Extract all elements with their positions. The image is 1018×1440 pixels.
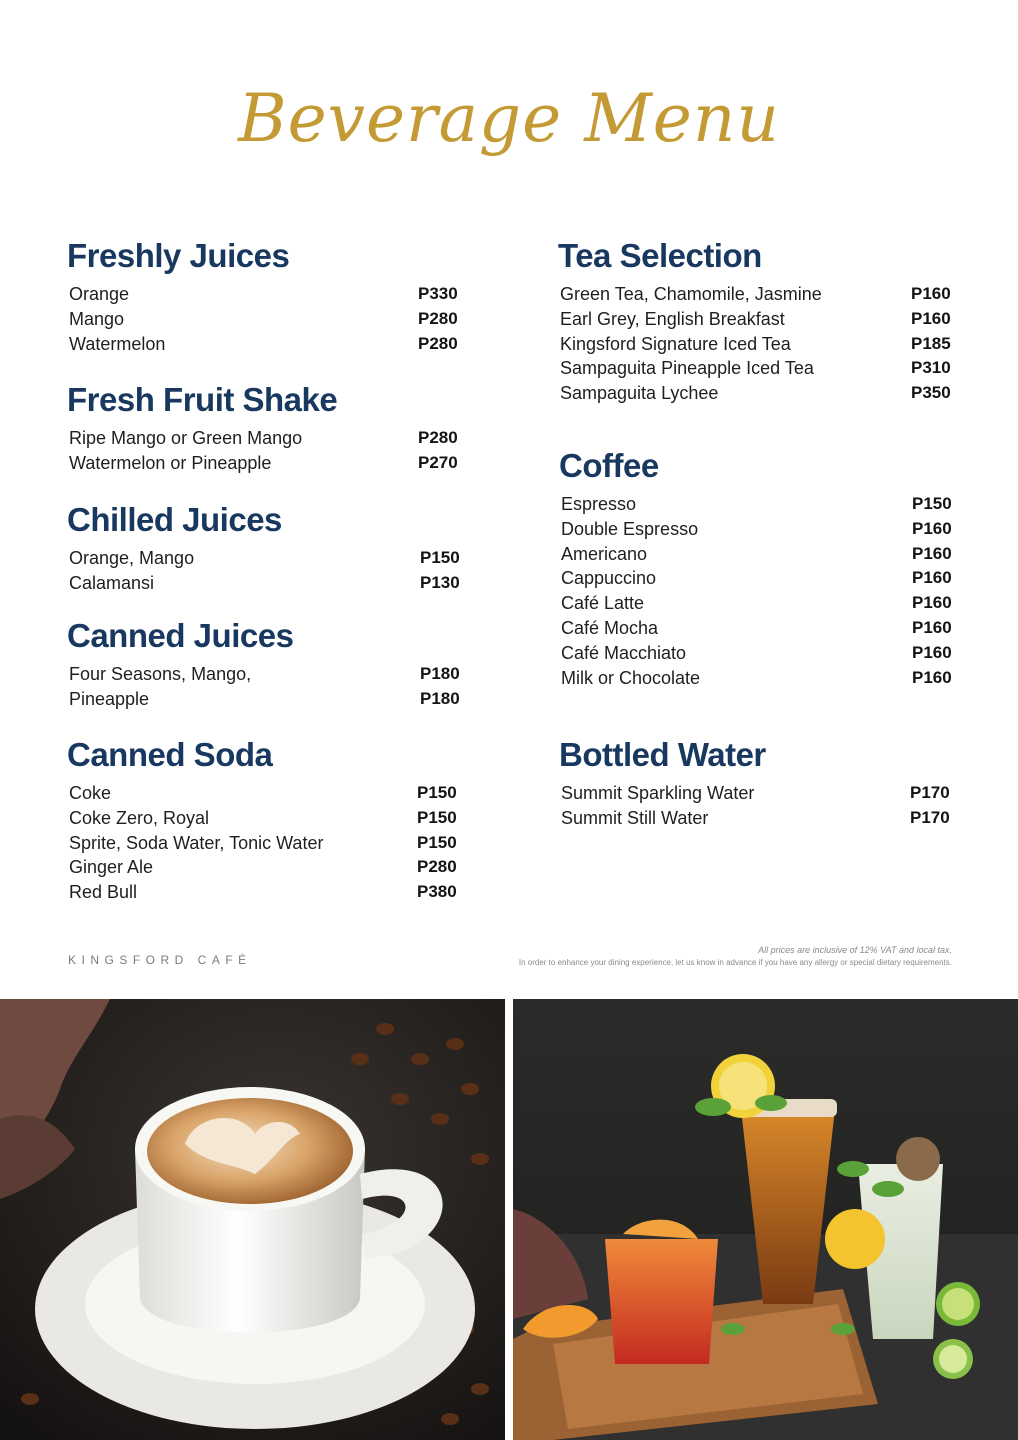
item-name: Coke Zero, Royal — [69, 807, 210, 828]
item-name: Green Tea, Chamomile, Jasmine — [560, 284, 822, 304]
item-price: P330 — [418, 284, 458, 303]
section-fresh-fruit-shake — [67, 380, 458, 476]
item-list — [559, 781, 950, 831]
item-price: P180 — [420, 664, 460, 683]
item-name: Watermelon or Pineapple — [69, 452, 272, 473]
section-bottled-water — [559, 735, 950, 831]
item-list — [558, 282, 951, 406]
item-name: Calamansi — [69, 572, 155, 593]
item-price: P160 — [912, 617, 952, 637]
section-title: Tea Selection — [558, 237, 762, 274]
menu-item — [558, 307, 951, 332]
item-price: P160 — [912, 543, 952, 563]
menu-item — [67, 781, 457, 806]
menu-item — [67, 451, 458, 476]
item-price: P380 — [417, 882, 457, 902]
menu-item — [67, 831, 457, 856]
menu-item — [67, 282, 458, 307]
section-canned-juices — [67, 616, 460, 712]
item-price: P160 — [911, 284, 951, 303]
item-price: P310 — [911, 358, 951, 378]
menu-item — [67, 806, 457, 831]
menu-item — [67, 662, 460, 687]
item-price: P160 — [911, 308, 951, 328]
item-price: P160 — [912, 642, 952, 662]
item-name: Café Mocha — [561, 617, 659, 638]
item-name: Sampaguita Pineapple Iced Tea — [560, 358, 814, 379]
menu-item — [559, 591, 952, 616]
menu-item — [558, 381, 951, 406]
item-name: Kingsford Signature Iced Tea — [560, 333, 791, 354]
item-name: Café Macchiato — [561, 642, 687, 663]
cappuccino-photo — [0, 999, 505, 1440]
item-price: P150 — [912, 494, 952, 513]
item-list — [67, 662, 460, 712]
item-name: Summit Still Water — [561, 807, 709, 828]
item-price: P130 — [420, 572, 460, 592]
section-title: Bottled Water — [559, 736, 766, 773]
menu-item — [67, 880, 457, 905]
item-name: Pineapple — [69, 688, 150, 709]
item-price: P150 — [417, 783, 457, 802]
item-price: P160 — [912, 667, 952, 687]
item-list — [67, 282, 458, 356]
menu-item — [558, 332, 951, 357]
item-price: P270 — [418, 452, 458, 472]
menu-item — [67, 332, 458, 357]
item-name: Orange, Mango — [69, 548, 195, 568]
section-title: Fresh Fruit Shake — [67, 381, 338, 418]
section-title: Coffee — [559, 447, 659, 484]
menu-item — [67, 571, 460, 596]
menu-item — [67, 855, 457, 880]
menu-item — [67, 426, 458, 451]
item-name: Mango — [69, 308, 125, 329]
menu-item — [559, 492, 952, 517]
vat-note: All prices are inclusive of 12% VAT and local tax. — [758, 945, 952, 955]
menu-item — [559, 641, 952, 666]
menu-item — [67, 546, 460, 571]
menu-item — [559, 781, 950, 806]
menu-item — [558, 282, 951, 307]
item-price: P280 — [417, 857, 457, 877]
item-price: P150 — [417, 807, 457, 827]
section-chilled-juices — [67, 500, 460, 596]
menu-item — [67, 307, 458, 332]
item-price: P160 — [912, 518, 952, 538]
item-name: Milk or Chocolate — [561, 667, 701, 688]
item-name: Cappuccino — [561, 568, 657, 589]
item-name: Watermelon — [69, 333, 166, 354]
item-price: P160 — [912, 568, 952, 588]
item-name: Coke — [69, 783, 112, 803]
menu-item — [558, 356, 951, 381]
item-name: Sprite, Soda Water, Tonic Water — [69, 832, 324, 853]
menu-item — [559, 542, 952, 567]
item-price: P350 — [911, 383, 951, 403]
item-name: Four Seasons, Mango, — [69, 664, 252, 684]
item-price: P170 — [910, 783, 950, 802]
item-name: Café Latte — [561, 593, 645, 614]
section-title: Canned Soda — [67, 736, 273, 773]
section-freshly-juices — [67, 236, 458, 356]
allergy-note: In order to enhance your dining experience, let us know in advance if you have any allergy or special dietary requirements. — [518, 958, 952, 967]
brand-name: KINGSFORD CAFÉ — [68, 953, 252, 967]
item-name: Orange — [69, 284, 130, 304]
item-list — [67, 426, 458, 476]
section-canned-soda — [67, 735, 457, 905]
menu-item — [559, 806, 950, 831]
item-list — [67, 781, 457, 905]
item-price: P280 — [418, 308, 458, 328]
item-price: P280 — [418, 428, 458, 447]
iced-drinks-photo — [513, 999, 1018, 1440]
item-name: Red Bull — [69, 882, 138, 903]
item-price: P280 — [418, 333, 458, 353]
menu-item — [559, 666, 952, 691]
item-name: Espresso — [561, 494, 637, 514]
item-name: Earl Grey, English Breakfast — [560, 308, 785, 329]
item-price: P150 — [420, 548, 460, 567]
section-coffee — [559, 446, 952, 690]
item-name: Americano — [561, 543, 648, 564]
item-name: Sampaguita Lychee — [560, 383, 719, 404]
item-price: P160 — [912, 593, 952, 613]
item-name: Summit Sparkling Water — [561, 783, 755, 803]
item-list — [67, 546, 460, 596]
menu-item — [559, 616, 952, 641]
section-title: Freshly Juices — [67, 237, 290, 274]
item-price: P180 — [420, 688, 460, 708]
section-tea-selection — [558, 236, 951, 406]
item-price: P170 — [910, 807, 950, 827]
menu-item — [559, 566, 952, 591]
menu-item — [67, 687, 460, 712]
item-list — [559, 492, 952, 690]
item-price: P185 — [911, 333, 951, 353]
item-name: Ripe Mango or Green Mango — [69, 428, 303, 448]
menu-title: Beverage Menu — [238, 80, 780, 157]
section-title: Canned Juices — [67, 617, 294, 654]
item-price: P150 — [417, 832, 457, 852]
item-name: Double Espresso — [561, 518, 699, 539]
section-title: Chilled Juices — [67, 501, 282, 538]
item-name: Ginger Ale — [69, 857, 154, 878]
menu-item — [559, 517, 952, 542]
